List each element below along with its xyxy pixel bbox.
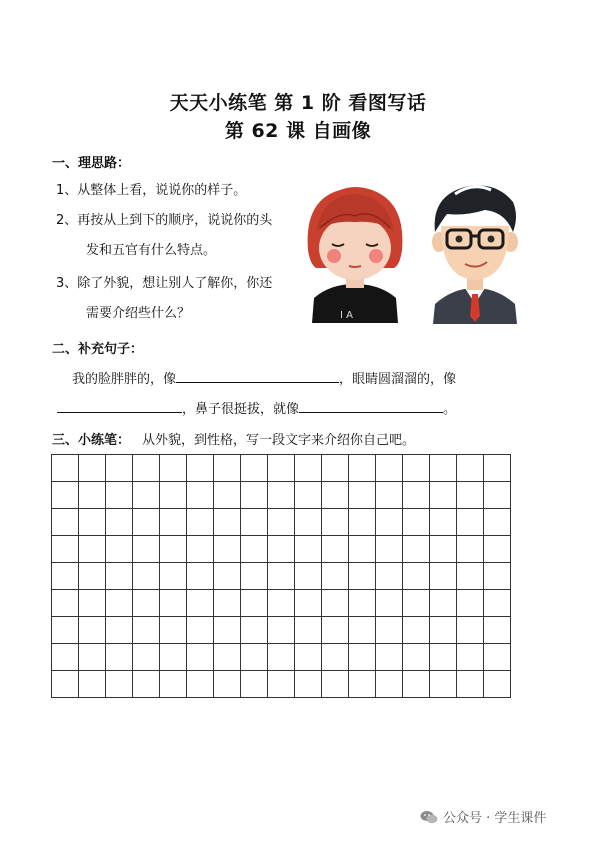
grid-cell[interactable] [187,482,214,509]
grid-cell[interactable] [268,590,295,617]
fill-sentence-line-1 [72,370,456,389]
grid-cell[interactable] [106,536,133,563]
grid-cell[interactable] [322,671,349,698]
grid-cell[interactable] [214,644,241,671]
grid-cell[interactable] [106,671,133,698]
grid-cell[interactable] [430,536,457,563]
grid-cell[interactable] [160,617,187,644]
grid-cell[interactable] [295,671,322,698]
grid-cell[interactable] [133,644,160,671]
sentence-part-3: ，鼻子很挺拔，就像 [182,402,300,417]
grid-cell[interactable] [106,482,133,509]
grid-cell[interactable] [268,671,295,698]
grid-cell[interactable] [52,455,79,482]
grid-cell[interactable] [160,590,187,617]
grid-cell[interactable] [79,563,106,590]
grid-cell[interactable] [376,644,403,671]
watermark [420,807,546,826]
section-3-prompt: 从外貌，到性格，写一段文字来介绍你自己吧。 [142,433,416,448]
grid-cell[interactable] [133,671,160,698]
grid-cell[interactable] [484,455,511,482]
grid-cell[interactable] [457,563,484,590]
grid-cell[interactable] [376,563,403,590]
grid-cell[interactable] [430,509,457,536]
grid-cell[interactable] [133,536,160,563]
grid-cell[interactable] [214,563,241,590]
grid-cell[interactable] [79,644,106,671]
grid-cell[interactable] [403,671,430,698]
section-3-heading-row [52,432,415,450]
watermark-text: 公众号 · 学生课件 [443,811,547,826]
grid-cell[interactable] [241,644,268,671]
grid-cell[interactable] [484,644,511,671]
grid-cell[interactable] [52,536,79,563]
grid-cell[interactable] [187,455,214,482]
grid-cell[interactable] [79,617,106,644]
grid-cell[interactable] [430,644,457,671]
grid-cell[interactable] [52,509,79,536]
grid-cell[interactable] [295,590,322,617]
grid-cell[interactable] [376,455,403,482]
sentence-part-4: 。 [443,402,457,417]
grid-cell[interactable] [214,617,241,644]
grid-cell[interactable] [187,563,214,590]
grid-cell[interactable] [403,536,430,563]
grid-cell[interactable] [214,671,241,698]
grid-cell[interactable] [295,482,322,509]
grid-cell[interactable] [430,482,457,509]
grid-cell[interactable] [133,482,160,509]
grid-cell[interactable] [241,563,268,590]
grid-cell[interactable] [322,536,349,563]
boy-portrait-image [425,176,525,324]
grid-cell[interactable] [52,590,79,617]
grid-cell[interactable] [241,509,268,536]
blank-1[interactable] [176,370,339,383]
grid-cell[interactable] [268,563,295,590]
grid-cell[interactable] [106,617,133,644]
grid-cell[interactable] [241,671,268,698]
grid-cell[interactable] [160,671,187,698]
grid-cell[interactable] [187,590,214,617]
grid-cell[interactable] [457,455,484,482]
grid-cell[interactable] [241,482,268,509]
section-1-heading: 一、理思路： [52,156,131,171]
grid-cell[interactable] [376,590,403,617]
svg-text:I A: I A [340,310,353,321]
grid-cell[interactable] [295,644,322,671]
grid-cell[interactable] [79,671,106,698]
section-2-heading: 二、补充句子： [52,342,144,357]
grid-cell[interactable] [349,644,376,671]
grid-cell[interactable] [187,671,214,698]
grid-cell[interactable] [160,509,187,536]
grid-cell[interactable] [106,590,133,617]
grid-cell[interactable] [52,563,79,590]
grid-cell[interactable] [322,644,349,671]
grid-cell[interactable] [133,455,160,482]
sentence-part-1: 我的脸胖胖的，像 [72,372,177,387]
grid-cell[interactable] [214,509,241,536]
grid-cell[interactable] [214,590,241,617]
grid-cell[interactable] [349,509,376,536]
grid-cell[interactable] [241,536,268,563]
grid-cell[interactable] [79,482,106,509]
grid-cell[interactable] [79,590,106,617]
section-1-item-3: 3、除了外貌，想让别人了解你，你还 [56,276,273,291]
grid-cell[interactable] [79,509,106,536]
grid-cell[interactable] [241,617,268,644]
grid-cell[interactable] [268,455,295,482]
grid-cell[interactable] [403,644,430,671]
grid-cell[interactable] [106,644,133,671]
sentence-part-2: ，眼睛圆溜溜的，像 [339,372,457,387]
grid-cell[interactable] [349,590,376,617]
grid-cell[interactable] [214,455,241,482]
grid-cell[interactable] [268,644,295,671]
grid-cell[interactable] [214,536,241,563]
grid-cell[interactable] [187,644,214,671]
grid-cell[interactable] [268,617,295,644]
grid-cell[interactable] [241,590,268,617]
grid-cell[interactable] [349,482,376,509]
section-1-item-1: 1、从整体上看，说说你的样子。 [56,183,247,198]
grid-cell[interactable] [52,482,79,509]
girl-portrait-image [300,180,410,323]
grid-cell[interactable] [79,536,106,563]
grid-cell[interactable] [322,563,349,590]
grid-cell[interactable] [484,509,511,536]
writing-grid[interactable] [51,454,511,698]
grid-cell[interactable] [52,644,79,671]
grid-cell[interactable] [376,617,403,644]
grid-cell[interactable] [241,455,268,482]
grid-cell[interactable] [484,617,511,644]
grid-cell[interactable] [403,617,430,644]
grid-cell[interactable] [295,509,322,536]
grid-cell[interactable] [457,590,484,617]
grid-cell[interactable] [268,482,295,509]
grid-cell[interactable] [484,536,511,563]
grid-cell[interactable] [52,617,79,644]
grid-cell[interactable] [457,644,484,671]
grid-cell[interactable] [295,563,322,590]
grid-cell[interactable] [403,482,430,509]
grid-cell[interactable] [160,563,187,590]
grid-cell[interactable] [160,455,187,482]
grid-cell[interactable] [160,482,187,509]
grid-cell[interactable] [376,509,403,536]
grid-cell[interactable] [322,617,349,644]
fill-sentence-line-2 [57,400,456,419]
boy-hair [435,185,516,232]
blank-2[interactable] [57,400,182,413]
page-title-line-1: 天天小练笔 第 1 阶 看图写话 [169,92,427,114]
grid-cell[interactable] [322,509,349,536]
grid-cell[interactable] [133,617,160,644]
grid-cell[interactable] [457,536,484,563]
grid-cell[interactable] [430,563,457,590]
grid-cell[interactable] [430,455,457,482]
grid-cell[interactable] [322,455,349,482]
grid-cell[interactable] [160,536,187,563]
grid-cell[interactable] [457,482,484,509]
grid-cell[interactable] [349,455,376,482]
grid-cell[interactable] [214,482,241,509]
grid-cell[interactable] [295,617,322,644]
grid-cell[interactable] [349,617,376,644]
grid-cell[interactable] [376,671,403,698]
grid-cell[interactable] [403,509,430,536]
grid-cell[interactable] [106,509,133,536]
grid-cell[interactable] [268,509,295,536]
grid-cell[interactable] [430,617,457,644]
grid-cell[interactable] [187,509,214,536]
grid-cell[interactable] [457,671,484,698]
grid-cell[interactable] [133,509,160,536]
grid-cell[interactable] [484,671,511,698]
grid-cell[interactable] [349,563,376,590]
grid-cell[interactable] [322,590,349,617]
grid-cell[interactable] [457,509,484,536]
grid-cell[interactable] [52,671,79,698]
grid-cell[interactable] [106,455,133,482]
girl-shirt [312,284,398,323]
grid-cell[interactable] [160,644,187,671]
grid-cell[interactable] [349,671,376,698]
section-1-item-2-cont: 发和五官有什么特点。 [86,243,217,258]
grid-cell[interactable] [484,482,511,509]
wechat-icon [420,810,438,824]
grid-cell[interactable] [430,671,457,698]
grid-cell[interactable] [187,617,214,644]
section-3-heading: 三、小练笔： [52,433,131,448]
page-title-line-2: 第 62 课 自画像 [224,120,372,142]
grid-cell[interactable] [403,590,430,617]
section-1-item-2: 2、再按从上到下的顺序，说说你的头 [56,213,273,228]
grid-cell[interactable] [295,455,322,482]
grid-cell[interactable] [484,590,511,617]
grid-cell[interactable] [187,536,214,563]
grid-cell[interactable] [430,590,457,617]
grid-cell[interactable] [349,536,376,563]
grid-cell[interactable] [484,563,511,590]
blank-3[interactable] [299,400,443,413]
grid-cell[interactable] [268,536,295,563]
grid-cell[interactable] [133,563,160,590]
grid-cell[interactable] [457,617,484,644]
grid-cell[interactable] [295,536,322,563]
grid-cell[interactable] [322,482,349,509]
grid-cell[interactable] [403,455,430,482]
grid-cell[interactable] [376,482,403,509]
grid-cell[interactable] [79,455,106,482]
grid-cell[interactable] [133,590,160,617]
grid-cell[interactable] [376,536,403,563]
grid-cell[interactable] [403,563,430,590]
grid-cell[interactable] [106,563,133,590]
section-1-item-3-cont: 需要介绍些什么？ [86,306,191,321]
